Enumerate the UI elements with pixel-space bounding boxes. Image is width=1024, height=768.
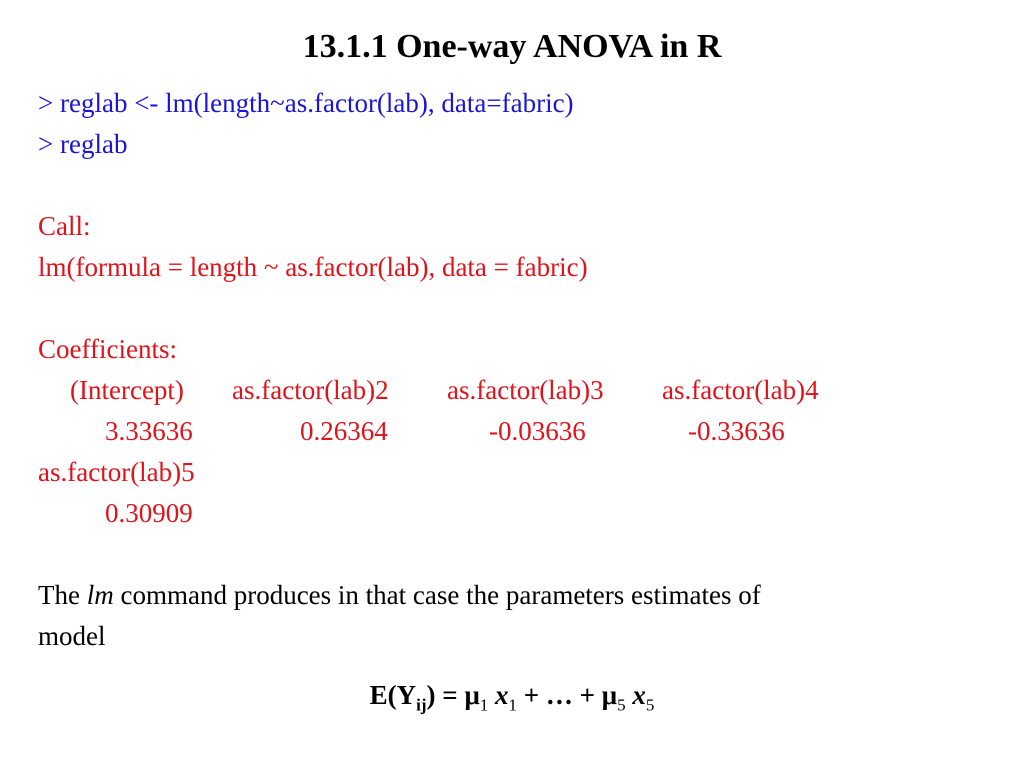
- r-command-print: > reglab: [38, 129, 128, 159]
- explanation-text-end: command produces in that case the parameters estimates of: [113, 580, 761, 610]
- x-subscript-5: 5: [645, 695, 655, 715]
- coefficients-label: Coefficients:: [38, 334, 177, 364]
- mu-symbol-1: μ: [464, 680, 480, 710]
- coef-header-lab2: as.factor(lab)2: [232, 375, 389, 405]
- x-subscript-1: 1: [508, 695, 517, 715]
- coef-value-lab3: -0.03636: [489, 416, 586, 446]
- mu-subscript-5: 5: [617, 695, 626, 715]
- x-variable-1: x: [495, 680, 509, 710]
- mu-symbol-5: μ: [601, 680, 618, 710]
- formula-subscript-ij: ij: [416, 695, 427, 715]
- explanation-line-2: model: [38, 621, 106, 651]
- model-formula: [0, 680, 1024, 715]
- explanation-line-1: [38, 580, 761, 611]
- coef-value-lab5: 0.30909: [105, 498, 193, 528]
- formula-middle: + … +: [517, 680, 602, 710]
- call-formula: lm(formula = length ~ as.factor(lab), data = fabric): [38, 252, 588, 282]
- mu-subscript-1: 1: [479, 695, 489, 715]
- coef-value-intercept: 3.33636: [105, 416, 193, 446]
- coef-header-intercept: (Intercept): [70, 375, 184, 405]
- lm-italic: lm: [86, 580, 114, 610]
- call-label: Call:: [38, 211, 91, 241]
- coef-header-lab5: as.factor(lab)5: [38, 457, 195, 487]
- slide-title: 13.1.1 One-way ANOVA in R: [302, 28, 722, 65]
- coef-header-lab3: as.factor(lab)3: [447, 375, 604, 405]
- r-command-lm: > reglab <- lm(length~as.factor(lab), data=fabric): [38, 88, 574, 118]
- coef-value-lab2: 0.26364: [300, 416, 388, 446]
- coef-value-lab4: -0.33636: [688, 416, 785, 446]
- formula-lhs-end: ) =: [426, 680, 465, 710]
- x-variable-5: x: [632, 680, 646, 710]
- explanation-text-start: The: [38, 580, 87, 610]
- coef-header-lab4: as.factor(lab)4: [662, 375, 819, 405]
- formula-lhs-start: E(Y: [369, 680, 417, 710]
